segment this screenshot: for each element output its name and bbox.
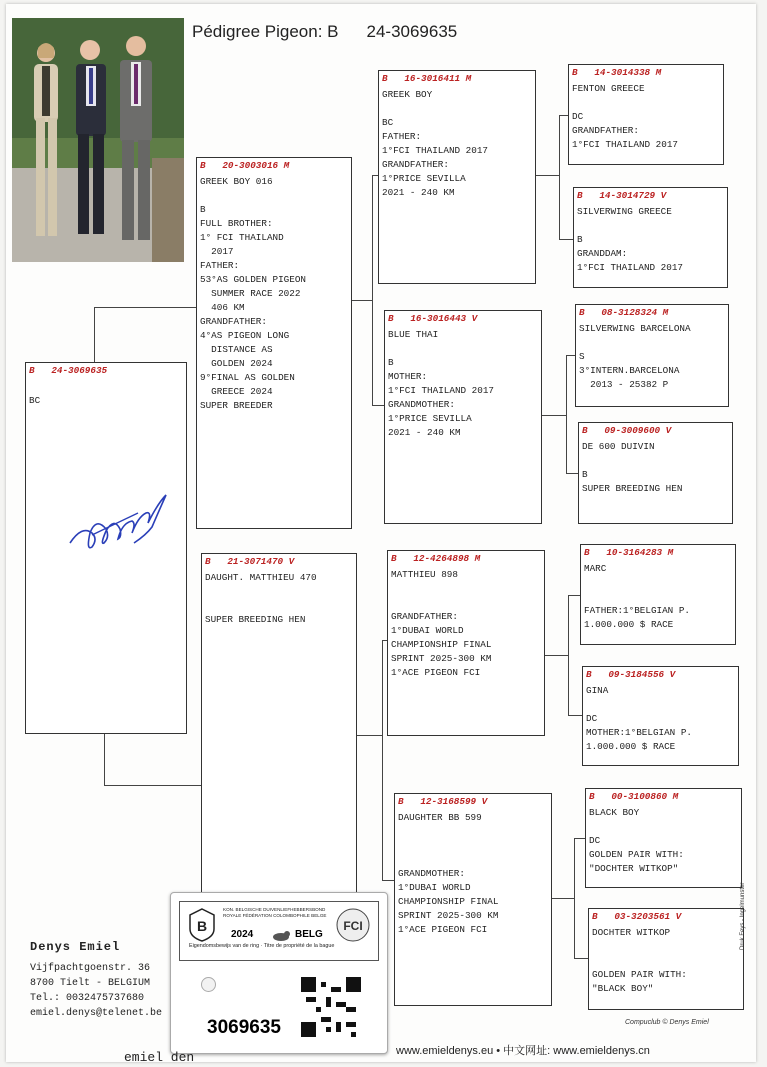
pigeon-line: GRANDFATHER: [200, 316, 267, 327]
pigeon-line [391, 582, 541, 596]
pigeon-box-ffm [573, 187, 728, 288]
connector-line [541, 415, 566, 416]
connector-line [535, 175, 559, 176]
handwritten-signature [62, 473, 182, 563]
svg-text:FCI: FCI [343, 919, 363, 933]
pigeon-line: S [579, 351, 585, 362]
pigeon-line: GOLDEN PAIR WITH: [592, 969, 687, 980]
pigeon-box-mff [580, 544, 736, 645]
connector-line [574, 838, 575, 958]
pigeon-line: 1°FCI THAILAND 2017 [577, 262, 684, 273]
pigeon-line: BLUE THAI [388, 329, 439, 340]
connector-line [94, 307, 95, 364]
pigeon-line: CHAMPIONSHIP FINAL [398, 896, 499, 907]
federation-logo-icon [187, 907, 217, 943]
pigeon-line: 1°FCI THAILAND 2017 [572, 139, 679, 150]
pigeon-line [398, 825, 548, 839]
pigeon-ring: B 12-3168599 V [398, 796, 488, 807]
pigeon-line [200, 189, 348, 203]
pigeon-box-mother [201, 553, 357, 903]
qr-code-icon [301, 977, 361, 1037]
pigeon-box-subject [25, 362, 187, 734]
card-punch-hole [201, 977, 216, 992]
pigeon-line [589, 820, 738, 834]
pigeon-line [388, 342, 538, 356]
connector-line [552, 898, 574, 899]
pigeon-line [577, 219, 724, 233]
pigeon-line: FENTON GREECE [572, 83, 645, 94]
pigeon-ring: B 12-4264898 M [391, 553, 481, 564]
connector-line [94, 307, 200, 308]
pigeon-line: BLACK BOY [589, 807, 640, 818]
pigeon-line: CHAMPIONSHIP FINAL [391, 639, 492, 650]
pigeon-ring: B 14-3014338 M [572, 67, 662, 78]
pigeon-ring: B 20-3003016 M [200, 160, 290, 171]
pigeon-line: MOTHER: [388, 371, 428, 382]
pigeon-line: MOTHER:1°BELGIAN P. [586, 727, 693, 738]
pigeon-box-father [196, 157, 352, 529]
pigeon-box-mfm [582, 666, 739, 766]
pigeon-line: 2021 - 240 KM [388, 427, 461, 438]
pigeon-box-fmf [575, 304, 729, 407]
pigeon-box-mf [387, 550, 545, 736]
owner-name: Denys Emiel [30, 940, 121, 954]
pigeon-line: SPRINT 2025-300 KM [398, 910, 499, 921]
pigeon-line [584, 590, 732, 604]
pigeon-line: BC [29, 395, 41, 406]
pigeon-ring: B 24-3069635 [29, 365, 108, 376]
compuclub-credit: Compuclub © Denys Emiel [625, 1019, 709, 1026]
pigeon-line: SUPER BREEDER [200, 400, 273, 411]
connector-line [351, 300, 372, 301]
pigeon-line: B [577, 234, 583, 245]
pigeon-ring: B 09-3184556 V [586, 669, 676, 680]
pigeon-line: 2017 [200, 246, 234, 257]
footer-brand: emiel den [124, 1050, 195, 1065]
breeder-photo [12, 18, 184, 262]
connector-line [372, 175, 373, 405]
pigeon-line: "BLACK BOY" [592, 983, 654, 994]
pigeon-line: B [582, 469, 588, 480]
owner-city: 8700 Tielt - BELGIUM [30, 978, 151, 989]
connector-line [568, 595, 569, 715]
pigeon-line: GRANDMOTHER: [398, 868, 465, 879]
pigeon-ring: B 00-3100860 M [589, 791, 679, 802]
pigeon-line: 1°FCI THAILAND 2017 [382, 145, 489, 156]
pigeon-line: GRANDFATHER: [572, 125, 639, 136]
pigeon-box-fff [568, 64, 724, 165]
connector-line [357, 735, 382, 736]
pigeon-line: SUPER BREEDING HEN [205, 614, 306, 625]
pigeon-line: 4°AS PIGEON LONG [200, 330, 290, 341]
pigeon-ring: B 10-3164283 M [584, 547, 674, 558]
pigeon-line [582, 454, 729, 468]
title-ring-number: 24-3069635 [366, 22, 458, 41]
pigeon-line: DC [589, 835, 601, 846]
pigeon-line [391, 596, 541, 610]
pigeon-line: B [388, 357, 394, 368]
pigeon-ring: B 21-3071470 V [205, 556, 295, 567]
pigeon-line: 1°DUBAI WORLD [391, 625, 464, 636]
pigeon-line: FATHER:1°BELGIAN P. [584, 605, 691, 616]
fci-logo-icon [331, 905, 375, 945]
pigeon-ring: B 16-3016411 M [382, 73, 472, 84]
pigeon-line: DOCHTER WITKOP [592, 927, 671, 938]
pigeon-line: DC [572, 111, 584, 122]
connector-line [559, 115, 560, 239]
card-year: 2024 [231, 929, 254, 940]
pigeon-line: GINA [586, 685, 609, 696]
pigeon-box-fm [384, 310, 542, 524]
pigeon-line: FATHER: [200, 260, 240, 271]
pigeon-line: 9°FINAL AS GOLDEN [200, 372, 295, 383]
pigeon-line: 1.000.000 $ RACE [586, 741, 676, 752]
pigeon-line: 2013 - 25382 P [579, 379, 669, 390]
pigeon-line: SILVERWING GREECE [577, 206, 672, 217]
pigeon-line: BC [382, 117, 394, 128]
pigeon-line [584, 576, 732, 590]
pigeon-line: GOLDEN PAIR WITH: [589, 849, 684, 860]
pigeon-line: MATTHIEU 898 [391, 569, 458, 580]
pigeon-line [586, 698, 735, 712]
owner-email: emiel.denys@telenet.be [30, 1008, 163, 1019]
pigeon-line: 3°INTERN.BARCELONA [579, 365, 680, 376]
pigeon-line: FULL BROTHER: [200, 218, 273, 229]
pigeon-line [398, 839, 548, 853]
ring-ownership-card [170, 892, 388, 1054]
pigeon-line: B [200, 204, 206, 215]
pigeon-line [579, 336, 725, 350]
pigeon-line: MARC [584, 563, 607, 574]
pigeon-line [592, 940, 740, 954]
pigeon-box-mmf [585, 788, 742, 888]
pigeon-line: 53°AS GOLDEN PIGEON [200, 274, 307, 285]
pigeon-line: 1°DUBAI WORLD [398, 882, 471, 893]
pigeon-line: GREECE 2024 [200, 386, 273, 397]
pigeon-line: 2021 - 240 KM [382, 187, 455, 198]
card-federation-text: KON. BELGISCHE DUIVENLIEFHEBBERSBOND ROYALE FÉDÉRATION COLOMBOPHILE BELGE [223, 907, 327, 918]
card-ring-number: 3069635 [207, 1017, 281, 1038]
pigeon-line: DAUGHTER BB 599 [398, 812, 482, 823]
pigeon-line: SILVERWING BARCELONA [579, 323, 691, 334]
connector-line [104, 733, 105, 785]
title-label: Pédigree Pigeon: B [192, 22, 339, 41]
pigeon-box-fmm [578, 422, 733, 524]
pigeon-line [382, 102, 532, 116]
connector-line [104, 785, 204, 786]
pigeon-box-ff [378, 70, 536, 284]
pigeon-line: GREEK BOY 016 [200, 176, 273, 187]
pigeon-line: 1°PRICE SEVILLA [388, 413, 472, 424]
pigeon-line [205, 585, 353, 599]
pigeon-line: FATHER: [382, 131, 422, 142]
card-country: BELG [295, 929, 323, 940]
pigeon-line [29, 380, 183, 394]
pigeon-line: GRANDFATHER: [391, 611, 458, 622]
connector-line [566, 355, 567, 473]
pigeon-line: SUMMER RACE 2022 [200, 288, 301, 299]
pigeon-line: 406 KM [200, 302, 245, 313]
pigeon-line: DC [586, 713, 598, 724]
printer-credit: Druk Feys - Ingelmunster [740, 882, 746, 950]
connector-line [382, 640, 383, 880]
pigeon-box-mmm [588, 908, 744, 1010]
owner-street: Vijfpachtgoenstr. 36 [30, 963, 151, 974]
pigeon-line: "DOCHTER WITKOP" [589, 863, 679, 874]
pigeon-line: GRANDFATHER: [382, 159, 449, 170]
pigeon-line: 1°PRICE SEVILLA [382, 173, 466, 184]
pigeon-line: 1°ACE PIGEON FCI [391, 667, 481, 678]
pigeon-ring: B 09-3009600 V [582, 425, 672, 436]
pigeon-line: SPRINT 2025-300 KM [391, 653, 492, 664]
owner-block [30, 940, 162, 1021]
pigeon-line: 1°FCI THAILAND 2017 [388, 385, 495, 396]
pigeon-emblem-icon [271, 929, 291, 943]
pigeon-line [592, 954, 740, 968]
pigeon-line: DE 600 DUIVIN [582, 441, 655, 452]
card-subtitle: Eigendomsbewijs van de ring · Titre de propriété de la bague [189, 943, 335, 949]
pigeon-ring: B 03-3203561 V [592, 911, 682, 922]
pigeon-line [572, 96, 720, 110]
pigeon-line [205, 599, 353, 613]
pigeon-line: 1.000.000 $ RACE [584, 619, 674, 630]
pigeon-ring: B 08-3128324 M [579, 307, 669, 318]
pigeon-ring: B 14-3014729 V [577, 190, 667, 201]
pigeon-line: GREEK BOY [382, 89, 433, 100]
pigeon-line: DAUGHT. MATTHIEU 470 [205, 572, 317, 583]
pigeon-ring: B 16-3016443 V [388, 313, 478, 324]
connector-line [559, 239, 574, 240]
pigeon-box-mm [394, 793, 552, 1006]
footer-websites: www.emieldenys.eu • 中文网址: www.emieldenys.cn [396, 1045, 650, 1057]
pigeon-line: 1° FCI THAILAND [200, 232, 284, 243]
pigeon-line [398, 853, 548, 867]
page-title [192, 22, 457, 42]
owner-phone: Tel.: 0032475737680 [30, 993, 145, 1004]
pigeon-line: DISTANCE AS [200, 344, 273, 355]
pigeon-line: 1°ACE PIGEON FCI [398, 924, 488, 935]
pigeon-line: GRANDDAM: [577, 248, 628, 259]
pigeon-line: GOLDEN 2024 [200, 358, 273, 369]
connector-line [544, 655, 568, 656]
svg-text:B: B [196, 918, 208, 934]
pigeon-line: GRANDMOTHER: [388, 399, 455, 410]
pigeon-line: SUPER BREEDING HEN [582, 483, 683, 494]
